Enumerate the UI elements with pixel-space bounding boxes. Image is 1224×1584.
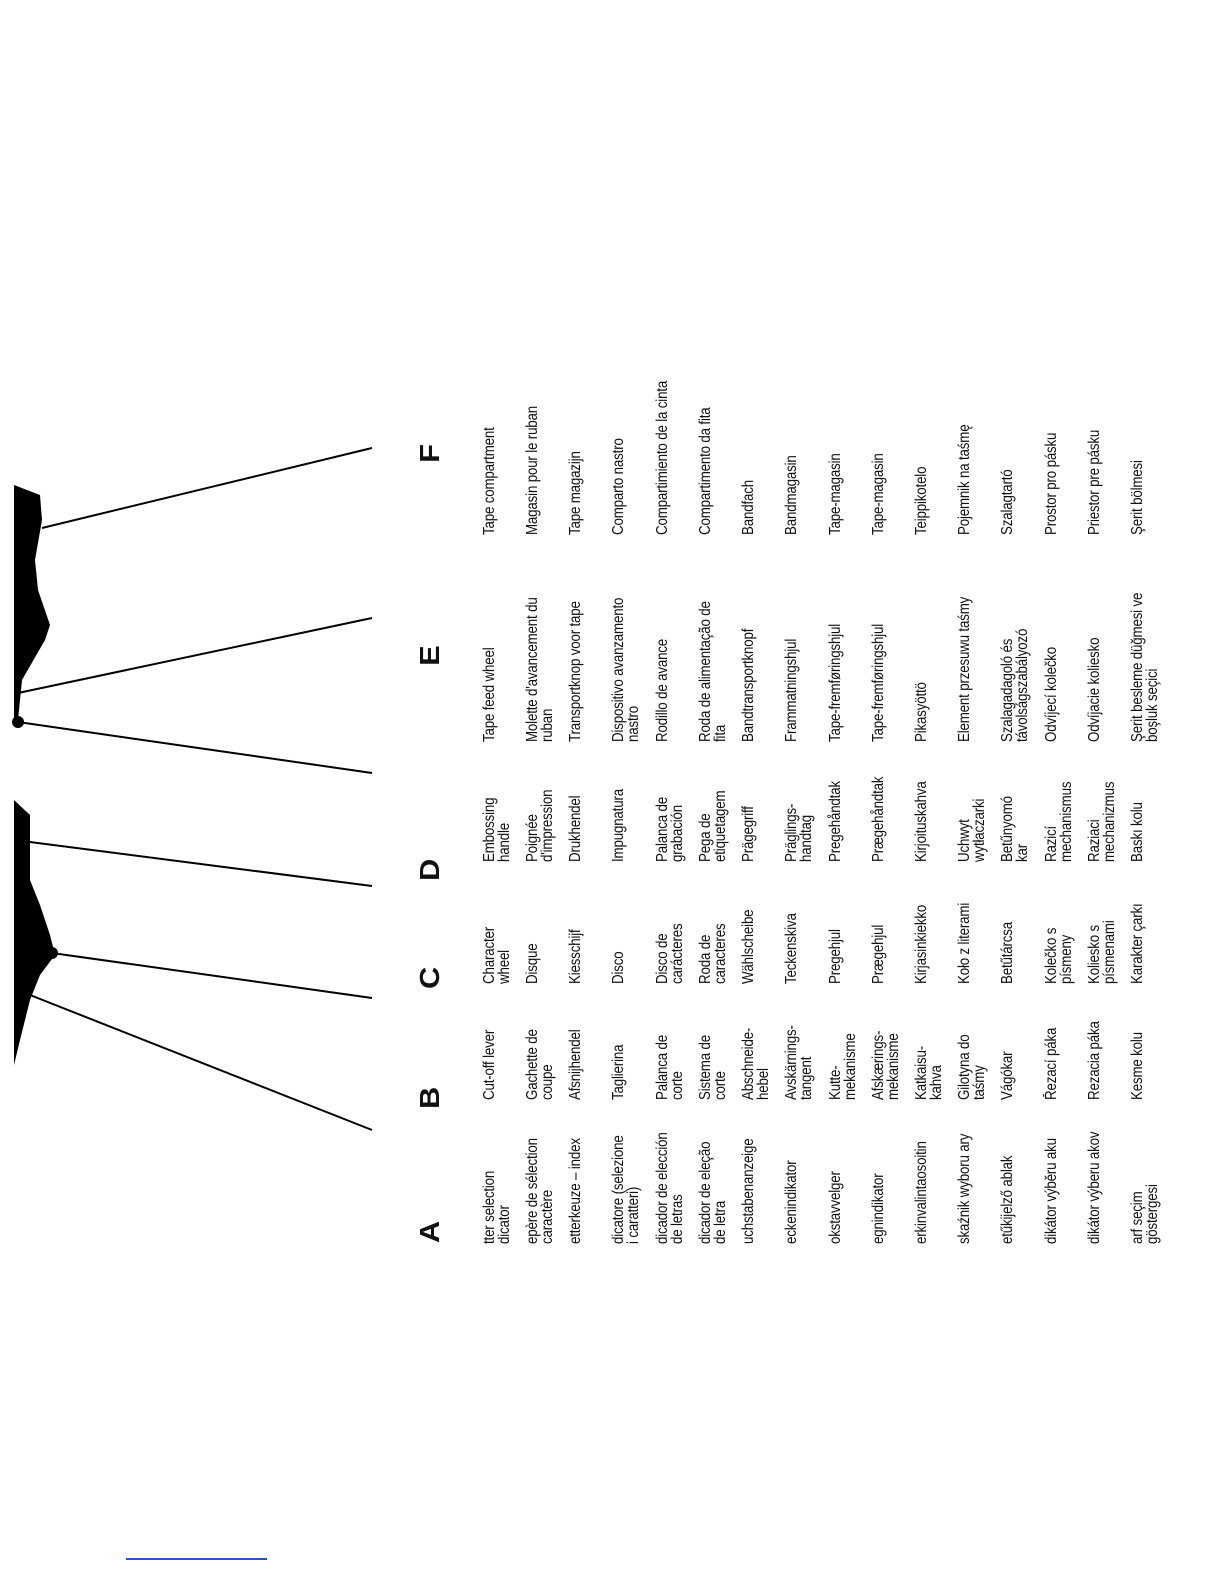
table-row	[827, 330, 872, 1244]
cell-d: Präglings-handtag	[783, 803, 815, 862]
cell-b: Kutte-mekanisme	[827, 1033, 859, 1100]
cell-c: Pregehjul	[827, 929, 844, 984]
table-row	[567, 330, 612, 1244]
cell-e: Tape-fremføringshjul	[827, 623, 844, 742]
column-header-a: A	[414, 1220, 445, 1244]
cell-f: Bandfach	[740, 480, 757, 535]
cell-a: dicatore (selezione i caratteri)	[610, 1135, 642, 1244]
cell-c: Prægehjul	[870, 924, 887, 984]
cell-a: egnindikator	[870, 1173, 887, 1244]
cell-d: Kirjoituskahva	[913, 781, 930, 862]
cell-f: Compartimento da fita	[697, 407, 714, 535]
cell-e: Rodillo de avance	[654, 638, 671, 742]
cell-b: Avskärnings-tangent	[783, 1025, 815, 1100]
cell-a: dikátor výberu akov	[1086, 1131, 1103, 1244]
cell-f: Bandmagasin	[783, 455, 800, 535]
cell-f: Şerit bölmesi	[1129, 460, 1146, 535]
cell-f: Compartimiento de la cinta	[654, 380, 671, 535]
table-row	[783, 330, 828, 1244]
leader-line-b	[52, 953, 372, 998]
cell-c: Koło z literami	[956, 902, 973, 984]
table-row	[870, 330, 915, 1244]
cell-d: Pregehåndtak	[827, 781, 844, 862]
cell-b: Rezacia páka	[1086, 1021, 1103, 1100]
cell-c: Kirjasinkiekko	[913, 904, 930, 984]
leader-line-f	[42, 448, 372, 528]
table-row	[654, 330, 699, 1244]
cell-a: dikátor výběru aku	[1043, 1138, 1060, 1244]
cell-a: tter selection dicator	[481, 1170, 513, 1244]
cell-d: Uchwyt wytłaczarki	[956, 798, 988, 862]
cell-a: skaźnik wyboru ary	[956, 1133, 973, 1244]
cell-c: Wählscheibe	[740, 909, 757, 984]
table-row	[1043, 330, 1088, 1244]
table-row	[610, 330, 655, 1244]
cell-e: Frammatningshjul	[783, 638, 800, 742]
cell-f: Pojemnik na taśmę	[956, 424, 973, 535]
cell-b: Vágókar	[999, 1051, 1016, 1100]
cell-d: Prægehåndtak	[870, 776, 887, 862]
column-header-c: C	[414, 966, 445, 990]
cell-e: Pikasyöttö	[913, 682, 930, 742]
leader-line-c	[30, 842, 372, 886]
cell-a: epère de sélection caractère	[524, 1138, 556, 1244]
cell-d: Embossing handle	[481, 797, 513, 862]
cell-a: etűkijelző ablak	[999, 1155, 1016, 1244]
cell-c: Disco de carácteres	[654, 923, 686, 984]
cell-f: Magasin pour le ruban	[524, 405, 541, 535]
cell-b: Gilotyna do taśmy	[956, 1034, 988, 1100]
cell-c: Disque	[524, 943, 541, 984]
cell-e: Molette d'avancement du ruban	[524, 597, 556, 742]
column-header-e: E	[414, 645, 445, 666]
table-row	[481, 330, 526, 1244]
column-header-f: F	[414, 444, 445, 463]
cell-e: Dispositivo avanzamento nastro	[610, 597, 642, 742]
cell-c: Karakter çarkı	[1129, 903, 1146, 984]
cell-c: Character wheel	[481, 927, 513, 984]
cell-e: Szalagadagoló és távolságszabályozó	[999, 628, 1031, 742]
cell-d: Palanca de grabación	[654, 797, 686, 862]
cell-c: Kolečko s písmeny	[1043, 927, 1075, 984]
cell-a: dicador de eleção de letra	[697, 1141, 729, 1244]
cell-d: Poignée d'impression	[524, 789, 556, 862]
cell-c: Betűtárcsa	[999, 921, 1016, 984]
cell-e: Roda de alimentação de fita	[697, 601, 729, 742]
cell-f: Teippikotelo	[913, 466, 930, 535]
table-row	[740, 330, 785, 1244]
cell-b: Katkaisu-kahva	[913, 1045, 945, 1100]
cell-b: Gachette de coupe	[524, 1029, 556, 1100]
cell-b: Cut-off lever	[481, 1029, 498, 1100]
cell-c: Teckenskiva	[783, 913, 800, 984]
leader-line-a	[30, 995, 372, 1130]
cell-d: Baskı kolu	[1129, 802, 1146, 862]
cell-f: Tape magazijn	[567, 451, 584, 535]
cell-e: Odvíjecí kolečko	[1043, 646, 1060, 742]
cell-d: Betűnyomó kar	[999, 796, 1031, 862]
cell-d: Raziaci mechanizmus	[1086, 781, 1118, 862]
cell-b: Afsnijhendel	[567, 1029, 584, 1100]
cell-f: Tape-magasin	[870, 453, 887, 535]
cell-d: Prägegriff	[740, 806, 757, 862]
cell-f: Tape-magasin	[827, 453, 844, 535]
leader-line-d	[18, 722, 372, 773]
cell-d: Impugnatura	[610, 789, 627, 862]
device-silhouette-lower-icon	[14, 800, 55, 1065]
cell-b: Afskærings-mekanisme	[870, 1030, 902, 1100]
cell-b: Taglierina	[610, 1044, 627, 1100]
cell-a: uchstabenanzeige	[740, 1138, 757, 1244]
cell-e: Şerit besleme düğmesi ve boşluk seçici	[1129, 592, 1161, 742]
cell-d: Pega de etiquetagem	[697, 790, 729, 862]
cell-f: Prostor pro pásku	[1043, 432, 1060, 535]
cell-a: eckenindikator	[783, 1160, 800, 1244]
cell-e: Bandtransportknopf	[740, 628, 757, 742]
cell-a: okstavvelger	[827, 1171, 844, 1244]
cell-c: Kiesschijf	[567, 929, 584, 984]
cell-c: Koliesko s písmenami	[1086, 920, 1118, 984]
cell-d: Razicí mechanismus	[1043, 781, 1075, 862]
footer-rule	[126, 1558, 267, 1560]
cell-f: Tape compartment	[481, 427, 498, 535]
cell-e: Transportknop voor tape	[567, 601, 584, 742]
cell-e: Tape-fremføringshjul	[870, 623, 887, 742]
cell-b: Sistema de corte	[697, 1035, 729, 1100]
cell-c: Roda de caracteres	[697, 923, 729, 984]
cell-f: Priestor pre pásku	[1086, 429, 1103, 535]
table-row	[913, 330, 958, 1244]
cell-a: arf seçim göstergesi	[1129, 1184, 1161, 1244]
cell-b: Abschneide-hebel	[740, 1027, 772, 1100]
cell-e: Tape feed wheel	[481, 647, 498, 742]
cell-f: Comparto nastro	[610, 438, 627, 535]
cell-f: Szalagtartó	[999, 469, 1016, 535]
cell-b: Palanca de corte	[654, 1035, 686, 1100]
column-header-d: D	[414, 858, 445, 882]
table-row	[697, 330, 742, 1244]
table-row	[1086, 330, 1131, 1244]
cell-e: Element przesuwu taśmy	[956, 596, 973, 742]
cell-d: Drukhendel	[567, 795, 584, 862]
parts-table	[410, 330, 1161, 1244]
table-row	[999, 330, 1044, 1244]
cell-b: Kesme kolu	[1129, 1032, 1146, 1100]
cell-e: Odvíjacie koliesko	[1086, 637, 1103, 742]
cell-b: Řezací páka	[1043, 1027, 1060, 1100]
table-row	[524, 330, 569, 1244]
table-row	[1129, 330, 1174, 1244]
cell-c: Disco	[610, 951, 627, 984]
device-silhouette-upper-icon	[14, 485, 50, 720]
cell-a: dicador de elección de letras	[654, 1132, 686, 1244]
table-row	[956, 330, 1001, 1244]
leader-line-e	[18, 618, 372, 693]
column-header-b: B	[414, 1086, 445, 1110]
cell-a: etterkeuze – index	[567, 1138, 584, 1244]
column-headers	[410, 330, 460, 1244]
cell-a: erkinvalintaosoitin	[913, 1141, 930, 1244]
